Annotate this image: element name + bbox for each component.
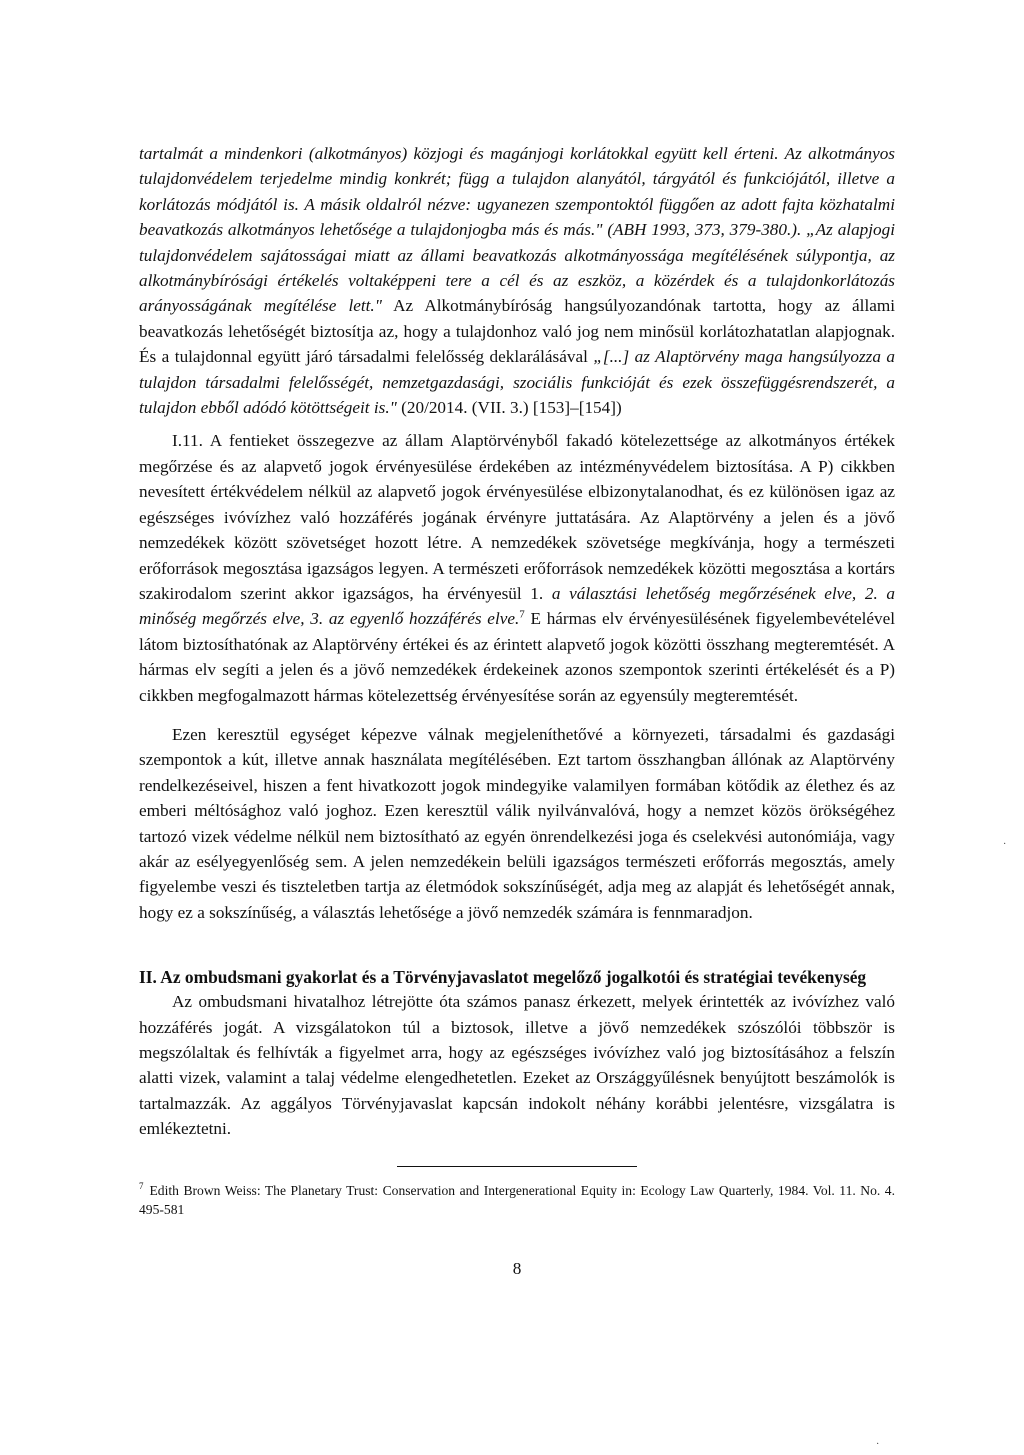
italic-text-run: „[...] az Alaptörvény maga hangsúlyozza a tulajdon társadalmi felelősségét, nemzetgazdasági, szociális funkcióját és ezek összefüggésrendszerét, a tulajdon ebből adódó kötöttségeit is." — [139, 347, 895, 418]
page-number: 8 — [512, 1258, 522, 1278]
scan-speck: · — [876, 1439, 880, 1450]
footnote-separator — [397, 1166, 637, 1167]
text-run: (20/2014. (VII. 3.) [153]–[154]) — [396, 398, 622, 418]
paragraph-unity — [139, 722, 895, 925]
footnote-text: Edith Brown Weiss: The Planetary Trust: Conservation and Intergenerational Equity in: Ecology Law Quarterly, 1984. Vol. 11. No. 4. 495-581 — [139, 1182, 895, 1217]
footnote-number: 7 — [139, 1181, 144, 1192]
scan-speck: · — [1003, 839, 1007, 850]
text-run: Az Alkotmánybíróság hangsúlyozandónak tartotta, hogy az állami beavatkozás lehetőségét biztosítja az, hogy a tulajdonhoz való jog nem minősül korlátozhatatlan alapjognak. És a tulajdonnal együtt járó társadalmi felelősség deklarálásával — [139, 296, 895, 367]
text-run: Ezen keresztül egységet képezve válnak megjeleníthetővé a környezeti, társadalmi és gazdasági szempontok a kút, illetve annak használata megítélésében. Ezt tartom összhangban állónak az Alaptörvény rendelkezéseivel, hiszen a fent hivatkozott jogok mindegyike valamilyen formában kötődik az élethez és az emberi méltósághoz való joghoz. Ezen keresztül válik nyilvánvalóvá, hogy a nemzet közös örökségéhez tartozó vizek védelme nélkül nem biztosítható az egyén önrendelkezési joga és cselekvési autonómiája, vagy akár az esélyegyenlőség sem. A jelen nemzedékein belüli igazságos természeti erőforrás megosztás, amely figyelembe veszi és tiszteletben tartja az életmódok sokszínűségét, adja meg az alapját és lehetőségét annak, hogy ez a sokszínűség, a választás lehetősége a jövő nemzedék számára is fennmaradjon. — [139, 724, 895, 922]
footnote-reference: 7 — [519, 608, 525, 621]
paragraph-quote-continuation — [139, 141, 895, 420]
paragraph-section-i-11 — [139, 428, 895, 707]
text-run: I.11. A fentieket összegezve az állam Alaptörvényből fakadó kötelezettsége az alkotmányos értékek megőrzése és az alapvető jogok érvényesülése érdekében az intézményvédelem biztosítása. A P) cikkben nevesített értékvédelem nélkül az alapvető jogok érvényesülése elbizonytalanodhat, és ez különösen igaz az egészséges ivóvízhez való hozzáférés jogának érvényre juttatására. Az Alaptörvény a jelen és a jövő nemzedékek között szövetséget hozott létre. A nemzedékek szövetsége megkívánja, hogy a természeti erőforrások megosztása igazságos legyen. A természeti erőforrások nemzedékek közötti megosztása a kortárs szakirodalom szerint akkor igazságos, ha érvényesül 1. — [139, 431, 895, 603]
italic-text-run: a választási lehetőség megőrzésének elve, 2. a minőség megőrzés elve, 3. az egyenlő hozzáférés elve. — [139, 583, 896, 629]
footnote-7 — [139, 1181, 895, 1219]
text-run: E hármas elv érvényesülésének figyelembevételével látom biztosíthatónak az Alaptörvény értékei és az érintett alapvető jogok közötti összhang megteremtését. A hármas elv segíti a jelen és a jövő nemzedékek érdekeinek azonos szempontok szerinti értékelését és a P) cikkben megfogalmazott hármas kötelezettség érvényesítése során az egyensúly megteremtését. — [139, 609, 896, 705]
paragraph-ombudsman-practice: Az ombudsmani hivatalhoz létrejötte óta számos panasz érkezett, melyek érintették az ivóvízhez való hozzáférés jogát. A vizsgálatokon túl a biztosok, illetve a jövő nemzedékek szószólói többször is megszólaltak és felhívták a figyelmet arra, hogy az egészséges ivóvízhez való jog biztosításához a felszín alatti vizek, valamint a talaj védelme elengedhetetlen. Ezeket az Országgyűlésnek benyújtott beszámolók is tartalmazzák. Az aggályos Törvényjavaslat kapcsán indokolt néhány korábbi jelentésre, vizsgálatra is emlékeztetni. — [139, 992, 895, 1139]
section-heading-ii: II. Az ombudsmani gyakorlat és a Törvényjavaslatot megelőző jogalkotói és stratégiai tevékenység — [139, 967, 867, 988]
italic-text-run: tartalmát a mindenkori (alkotmányos) közjogi és magánjogi korlátokkal együtt kell érteni. Az alkotmányos tulajdonvédelem terjedelme mindig konkrét; függ a tulajdon alanyától, tárgyától és funkciójától, illetve a korlátozás módjától is. A másik oldalról nézve: ugyanezen szempontoktól függően az adott fajta közhatalmi beavatkozás alkotmányos lehetősége a tulajdonjogba más és más." (ABH 1993, 373, 379-380.). „Az alapjogi tulajdonvédelem sajátosságai miatt az állami beavatkozás alkotmányossága megítélésének súlypontja, az alkotmánybírósági értékelés voltaképpeni tere a cél és az eszköz, a közérdek és a tulajdonkorlátozás arányosságának megítélése lett." — [139, 144, 895, 316]
